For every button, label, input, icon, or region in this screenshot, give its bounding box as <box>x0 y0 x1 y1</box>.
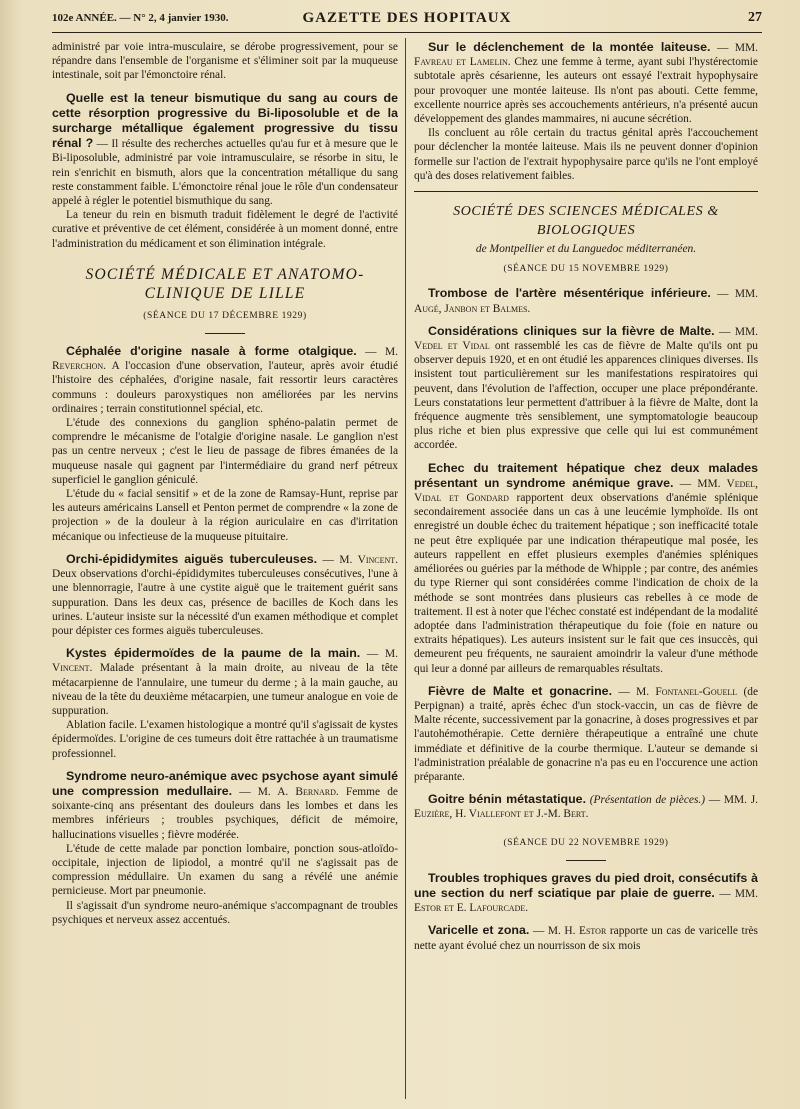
article-author: — MM. Estor et E. Lafourcade. <box>414 887 758 915</box>
article-title: Sur le déclenchement de la montée laiteuse. <box>428 40 711 54</box>
article-author: — M. Fontanel-Gouell <box>618 685 738 698</box>
question-title: Quelle est la teneur bismutique du sang au cours de cette résorption progressive du Bi-liposoluble et de la surcharge métallique également progressive du tissu rénal ? <box>52 90 398 151</box>
article-author: — M. A. Bernard. <box>239 785 339 798</box>
article-author: — MM. Favreau et Lamelin. <box>414 42 758 69</box>
article-trombose <box>414 286 758 315</box>
article-body: Femme de soixante-cinq ans présentant des douleurs dans les lombes et dans les membres inférieurs ; troubles psychiques, déficit de mémoire, hallucinations visuelles ; fièvre modérée. <box>52 785 398 841</box>
right-column <box>414 40 758 1101</box>
article-author: — MM. Vedel et Vidal <box>414 325 758 353</box>
question-paragraph-2: La teneur du rein en bismuth traduit fidèlement le degré de l'activité curative et préventive de cet élément, considérée à un moment donné, entre l'administration du médicament et son élimination intégrale. <box>52 209 398 250</box>
page-number: 27 <box>748 10 762 25</box>
society-subheading: de Montpellier et du Languedoc méditerranéen. <box>475 243 697 256</box>
article-cephalee-p3: L'étude du « facial sensitif » et de la zone de Ramsay-Hunt, reprise par les auteurs américains Lansell et Penton permet de comprendre « la zone de projection » de la douleur à la région auriculaire en cas d'irritation mécanique ou infectieuse de la muqueuse pituitaire. <box>52 488 398 543</box>
article-gonacrine <box>414 684 758 784</box>
article-body: rapporte un cas de varicelle très nette ayant évolué chez un nourrisson de six mois <box>414 925 758 952</box>
left-column <box>52 40 398 1101</box>
article-syndrome-p2: L'étude de cette malade par ponction lombaire, ponction sous-atloïdo-occipitale, injection de lipiodol, a montré qu'il ne s'agissait pas de compression médullaire. Un examen du sang a révélé une anémie pernicieuse. Mort par pneumonie. <box>52 842 398 898</box>
article-title: Fièvre de Malte et gonacrine. <box>428 683 613 698</box>
article-author: — M. H. Estor <box>532 925 607 938</box>
society-heading-montpellier: SOCIÉTÉ DES SCIENCES MÉDICALES & BIOLOGIQUES <box>453 204 719 239</box>
article-varicelle <box>414 923 758 952</box>
journal-title: GAZETTE DES HOPITAUX <box>302 10 512 26</box>
article-author: — MM. Vedel, Vidal et Gondard <box>414 477 758 505</box>
article-body: Chez une femme à terme, ayant subi l'hystérectomie subtotale après césarienne, les auteurs ont essayé l'extrait hypophysaire pour provoquer une montée laiteuse. Ils n'ont pas abouti. Cette femme, excellente nourrice après ses accouchements antérieurs, n'a présenté aucun développement des glandes mammaires, ni aucune sécrétion. <box>414 56 758 126</box>
question-body: — Il résulte des recherches actuelles qu'au fur et à mesure que le Bi-liposoluble, administré par voie intramusculaire, se résorbe in situ, le rein s'enrichit en bismuth, alors que la concentration métallique du sang reste constamment faible. L'émonctoire rénal joue le rôle d'un condensateur appelé à régler le potentiel bismuthique du sang. <box>52 138 398 208</box>
issue-info: 102e ANNÉE. — N° 2, 4 janvier 1930. <box>52 12 229 24</box>
article-body: Deux observations d'orchi-épididymites tuberculeuses consécutives, l'une à une blennorragie, l'autre à une cystite aiguë que le traitement guérit sans suppuration. Dans les deux cas, présence de bacilles de Koch dans les urines. L'auteur insiste sur la nécessité d'un examen méthodique et complet pour dépister ces formes aiguës tuberculeuses. <box>52 568 398 637</box>
article-cephalee-p2: L'étude des connexions du ganglion sphéno-palatin permet de comprendre le mécanisme de l'otalgie d'origine nasale. Le ganglion n'est pas un centre nerveux ; c'est le lieu de passage de fibres émanées de la muqueuse nasale qui gagnent par l'intermédiaire du grand nerf pétreux superficiel le ganglion géniculé. <box>52 417 398 486</box>
article-note: (Présentation de pièces.) <box>589 794 706 807</box>
section-separator <box>414 191 758 192</box>
article-montee-laiteuse <box>414 40 758 126</box>
section-rule <box>205 333 245 334</box>
article-body: Malade présentant à la main droite, au niveau de la tête métacarpienne de l'annulaire, une tumeur du derme ; à la main gauche, au niveau de la tête du deuxième métacarpien, une tumeur analogue en voie de suppuration. <box>52 662 398 717</box>
seance-date-22-nov: (SÉANCE DU 22 NOVEMBRE 1929) <box>503 837 669 848</box>
article-title: Troubles trophiques graves du pied droit, consécutifs à une section du nerf sciatique par plaie de guerre. <box>414 870 758 900</box>
intro-paragraph: administré par voie intra-musculaire, se dérobe progressivement, pour se répandre dans l'ensemble de l'organisme et s'éliminer soit par la muqueuse intestinale, soit par l'émonctoire rénal. <box>52 41 398 82</box>
seance-date-lille: (SÉANCE DU 17 DÉCEMBRE 1929) <box>143 310 307 321</box>
article-title: Echec du traitement hépatique chez deux malades présentant un syndrome anémique grave. <box>414 460 758 490</box>
article-title: Goitre bénin métastatique. <box>428 792 587 807</box>
article-author: — M. Reverchon. <box>52 346 398 373</box>
section-rule <box>566 860 606 861</box>
article-title: Céphalée d'origine nasale à forme otalgique. <box>66 344 357 359</box>
article-author: — M. Vincent. <box>322 553 398 566</box>
article-body: A l'occasion d'une observation, l'auteur, après avoir étudié l'histoire des céphalées, d'origine nasale, fait ressortir leurs caractères communs : douleurs paroxystiques non améliorées par les nervins ordinaires ; terrain constitutionnel spécial, etc. <box>52 360 398 415</box>
article-author: — M. Vincent. <box>52 648 398 675</box>
article-kystes-p2: Ablation facile. L'examen histologique a montré qu'il s'agissait de kystes épidermoïdes. L'origine de ces tumeurs doit être rattachée à un traumatisme professionnel. <box>52 719 398 760</box>
article-kystes <box>52 646 398 718</box>
article-title: Kystes épidermoïdes de la paume de la main. <box>66 646 361 661</box>
article-title: Considérations cliniques sur la fièvre de Malte. <box>428 323 715 338</box>
column-divider <box>405 38 406 1099</box>
article-title: Varicelle et zona. <box>428 923 530 938</box>
article-syndrome-p3: Il s'agissait d'un syndrome neuro-anémique s'accompagnant de troubles psychiques et nerveux assez accentués. <box>52 899 398 926</box>
page-header <box>52 8 762 33</box>
article-title: Orchi-épididymites aiguës tuberculeuses. <box>66 551 318 566</box>
article-title: Trombose de l'artère mésentérique inférieure. <box>428 286 711 301</box>
article-body: rapportent deux observations d'anémie splénique secondairement associée dans un cas à une leucémie lymphoïde. Ils ont enregistré un double échec du traitement hépatique ; son inefficacité totale ne peut être expliquée par une indication thérapeutique mal posée, les auteurs rappellent en effet plusieurs exemples d'anémies spléniques améliorées ou guéries par la méthode de Whipple ; par contre, des anémies du type Rierner qui sont considérées comme l'indication de choix de la méthode se sont montrées dans plusieurs cas rebelles à ce mode de traitement. Il est à noter que l'échec constaté est indépendant de la modalité adoptée dans l'administration thérapeutique du foie (foie en nature ou extraits hépatiques). Les auteurs insistent sur le fait que ces insuccès, qui demeurent peu fréquents, ne sauraient amoindrir la valeur d'une méthode qui leur a donné par ailleurs de remarquables résultats. <box>414 492 758 675</box>
article-title: Syndrome neuro-anémique avec psychose ayant simulé une compression medullaire. <box>52 768 398 798</box>
society-heading-lille: SOCIÉTÉ MÉDICALE ET ANATOMO-CLINIQUE DE LILLE <box>85 265 365 302</box>
article-troubles-trophiques <box>414 871 758 916</box>
article-montee-laiteuse-p2: Ils concluent au rôle certain du tractus génital après l'accouchement pour déclencher la montée laiteuse. Mais ils ne peuvent donner d'opinion formelle sur l'action de l'extrait hypophysaire parce qu'ils ne l'ont employé qu'à des doses relativement faibles. <box>414 127 758 182</box>
article-orchi <box>52 552 398 638</box>
article-goitre <box>414 792 758 821</box>
article-body: ont rassemblé les cas de fièvre de Malte qu'ils ont pu observer depuis 1920, et en ont étudié les apparences cliniques diverses. Ils insistent tout particulièrement sur les manifestations respiratoires qui peuvent, dans l'évolution de l'affection, occuper une place prépondérante. Leurs constatations leur permettent d'attribuer à la fièvre de Malte, dont la fréquence augmente très sensiblement, une symptomatologie beaucoup plus riche et bien plus expressive que celle qui lui est communément accordée. <box>414 340 758 452</box>
seance-date-15-nov: (SÉANCE DU 15 NOVEMBRE 1929) <box>503 264 669 275</box>
question-paragraph <box>52 91 398 209</box>
article-body: (de Perpignan) a traité, après échec d'un stock-vaccin, un cas de fièvre de Malte récente, successivement par la gonacrine, à doses progressives et par l'autohémothérapie. Cette dernière thérapeutique a entraîné une chute immédiate et définitive de la courbe thermique. L'auteur se demande si l'administration préalable de gonacrine n'a pas eu en l'occurence une action préparante. <box>414 685 758 783</box>
article-syndrome <box>52 769 398 842</box>
article-fievre-malte <box>414 324 758 453</box>
article-author: — MM. J. Euzière, H. Viallefont et J.-M. Bert. <box>414 794 758 821</box>
article-cephalee <box>52 344 398 416</box>
article-echec-hepatique <box>414 461 758 676</box>
article-author: — MM. Augé, Janbon et Balmes. <box>414 288 758 315</box>
